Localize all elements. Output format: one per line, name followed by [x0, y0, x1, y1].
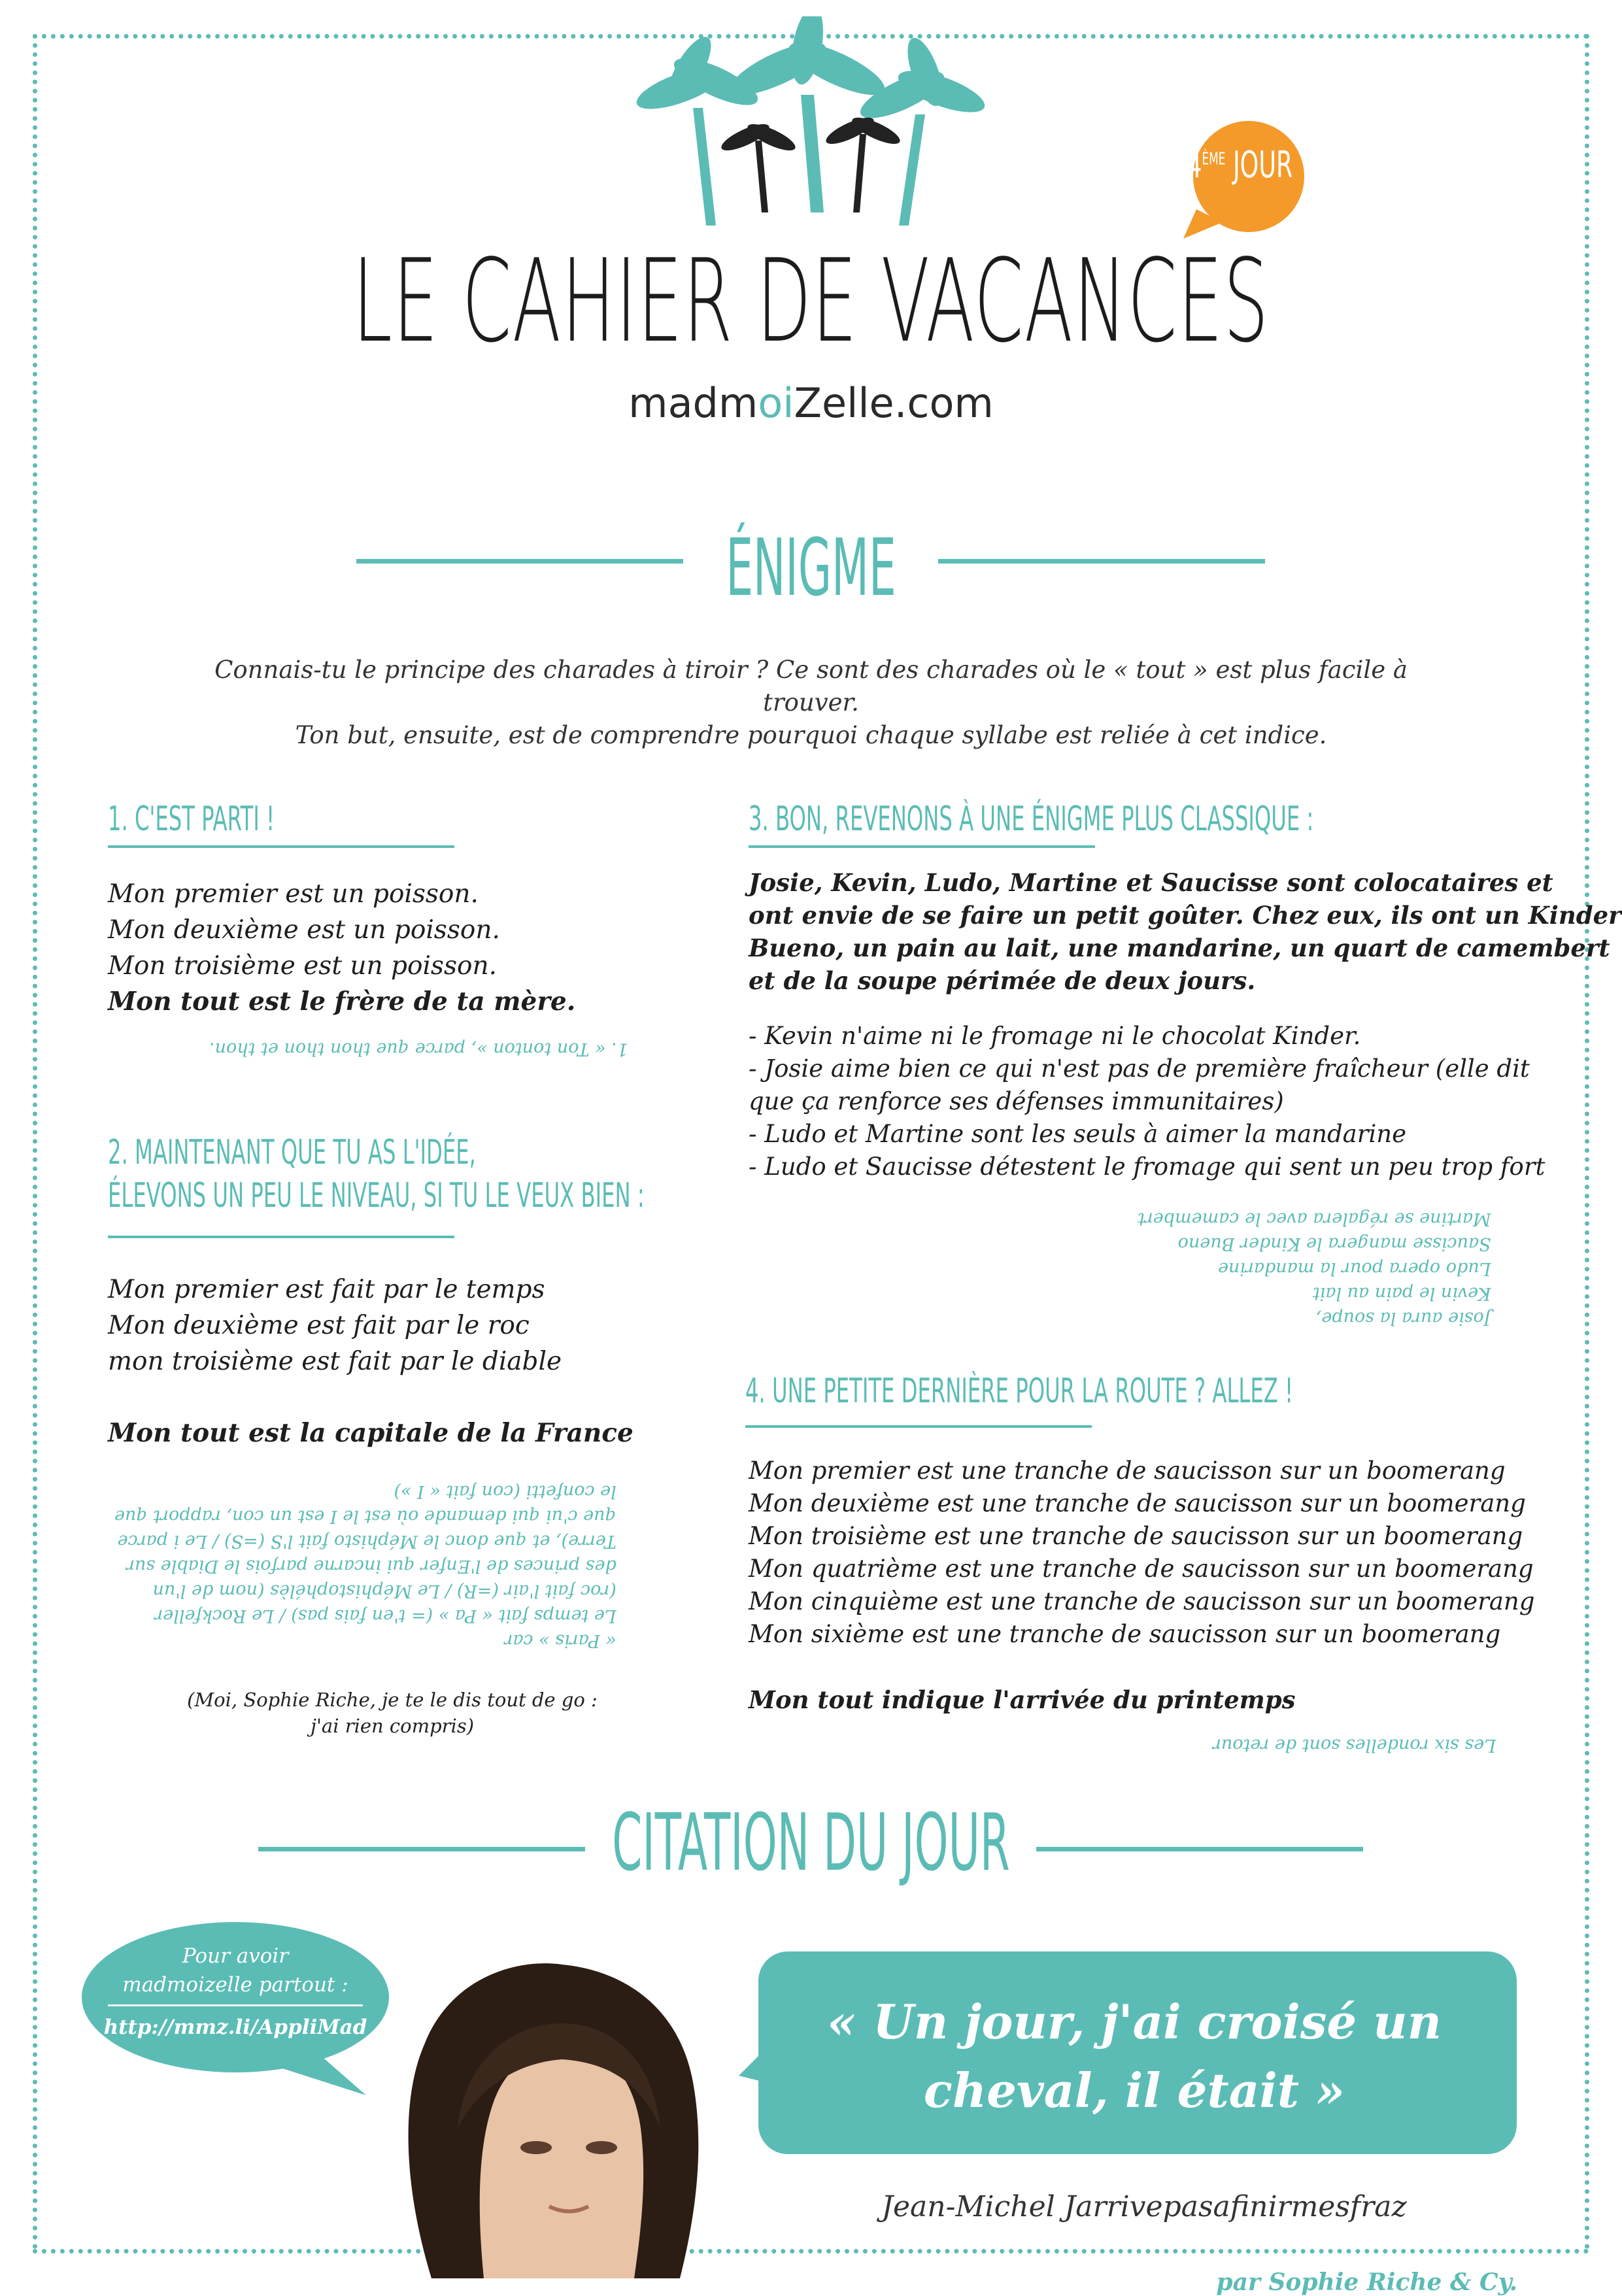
- q2-answer-line: le confetti (con fait « I »): [394, 1481, 617, 1502]
- frame-bottom-border: [33, 2249, 1589, 2254]
- q2-underline: [108, 1236, 454, 1238]
- q1-answer-upside-down: [209, 1036, 628, 1061]
- q4-answer: Les six rondelles sont de retour: [1213, 1735, 1496, 1755]
- q3-clue: - Ludo et Martine sont les seuls à aimer la mandarine: [749, 1120, 1406, 1148]
- app-promo-divider: [108, 2004, 363, 2006]
- q4-line: Mon cinquième est une tranche de saucisson sur un boomerang: [749, 1587, 1535, 1615]
- q2-answer-line: Terre), et que donc le Méphisto fait l'S (=S) / Le i parce: [117, 1531, 617, 1551]
- q4-line: Mon quatrième est une tranche de saucisson sur un boomerang: [749, 1555, 1534, 1583]
- q3-clue: que ça renforce ses défenses immunitaires): [749, 1087, 1284, 1115]
- app-promo-line-2: madmoizelle partout :: [122, 1973, 348, 1997]
- q4-riddle: [749, 1455, 1534, 1716]
- quote-line-1: « Un jour, j'ai croisé un: [827, 1994, 1442, 2050]
- q1-underline: [108, 845, 454, 848]
- q3-answer-upside-down: [1138, 1206, 1491, 1330]
- q1-heading: 1. C'EST PARTI !: [108, 800, 275, 839]
- intro-line-2: Ton but, ensuite, est de comprendre pourquoi chaque syllabe est reliée à cet indice.: [295, 721, 1327, 749]
- quote-line-2: cheval, il était »: [923, 2063, 1345, 2118]
- intro-line-1: Connais-tu le principe des charades à tiroir ? Ce sont des charades où le « tout » est plus facile à trouver.: [214, 656, 1408, 717]
- q1-answer: 1. « Ton tonton », parce que thon thon et thon.: [209, 1039, 628, 1059]
- q2-final: Mon tout est la capitale de la France: [108, 1418, 634, 1448]
- q2-line: mon troisième est fait par le diable: [108, 1347, 562, 1376]
- q2-answer-line: (roc fait l'air (=R) / Le Méphistophélès (nom de l'un: [152, 1581, 617, 1601]
- q2-line: Mon deuxième est fait par le roc: [108, 1311, 530, 1340]
- q4-line: Mon deuxième est une tranche de saucisson sur un boomerang: [749, 1489, 1526, 1517]
- q3-clue: - Ludo et Saucisse détestent le fromage qui sent un peu trop fort: [749, 1153, 1546, 1181]
- q3-answer-line: Ludo opera pour la mandarine: [1217, 1258, 1491, 1279]
- app-promo: [88, 1942, 382, 2042]
- q4-underline: [745, 1425, 1092, 1428]
- day-label: 4ÈME JOUR: [1187, 144, 1293, 186]
- q3-clues: [749, 1020, 1545, 1183]
- q4-heading: 4. UNE PETITE DERNIÈRE POUR LA ROUTE ? ALLEZ !: [745, 1372, 1294, 1411]
- q3-intro-line: Bueno, un pain au lait, une mandarine, un quart de camembert: [749, 934, 1610, 962]
- frame-right-border: [1585, 34, 1589, 2250]
- q1-line: Mon premier est un poisson.: [108, 879, 479, 909]
- app-promo-line-1: Pour avoir: [182, 1944, 289, 1968]
- author-portrait: [353, 1932, 745, 2278]
- q1-final: Mon tout est le frère de ta mère.: [108, 987, 576, 1017]
- q3-underline: [749, 845, 1095, 848]
- q2-answer-upside-down: [114, 1479, 617, 1653]
- q3-clue: - Kevin n'aime ni le fromage ni le chocolat Kinder.: [749, 1022, 1361, 1050]
- q2-note-line-2: j'ai rien compris): [310, 1715, 475, 1737]
- frame-left-border: [33, 34, 37, 2250]
- q2-line: Mon premier est fait par le temps: [108, 1275, 545, 1304]
- q2-answer-line: « Paris » car: [504, 1630, 617, 1651]
- q2-heading-line-2: ÉLEVONS UN PEU LE NIVEAU, SI TU LE VEUX BIEN :: [108, 1176, 645, 1215]
- q4-line: Mon sixième est une tranche de saucisson sur un boomerang: [749, 1620, 1501, 1648]
- palm-trees-illustration: [628, 16, 994, 232]
- quote-text: [765, 1987, 1504, 2125]
- q2-riddle: [108, 1272, 634, 1451]
- quote-author: Jean-Michel Jarrivepasafinirmesfraz: [881, 2190, 1407, 2223]
- enigme-heading: ÉNIGME: [726, 523, 896, 614]
- q1-riddle: [108, 876, 575, 1020]
- q3-intro: [749, 866, 1621, 997]
- q2-note-line-1: (Moi, Sophie Riche, je te le dis tout de go :: [187, 1689, 598, 1711]
- q3-intro-line: et de la soupe périmée de deux jours.: [749, 966, 1256, 995]
- q2-note: [157, 1687, 628, 1739]
- q3-answer-line: Martine se régalera avec le camembert: [1138, 1209, 1491, 1229]
- q4-answer-upside-down: [1213, 1732, 1496, 1757]
- app-link[interactable]: http://mmz.li/AppliMad: [103, 2016, 367, 2039]
- q1-line: Mon troisième est un poisson.: [108, 951, 497, 981]
- page-title: LE CAHIER DE VACANCES: [352, 235, 1270, 368]
- citation-heading: CITATION DU JOUR: [612, 1798, 1010, 1889]
- q3-answer-line: Saucisse mangera le Kinder Bueno: [1177, 1234, 1491, 1254]
- site-logo: madmoiZelle.com: [628, 379, 994, 427]
- credit: par Sophie Riche & Cy.: [1203, 2269, 1530, 2296]
- q4-final: Mon tout indique l'arrivée du printemps: [749, 1685, 1296, 1714]
- q3-answer-line: Kevin le pain au lait: [1312, 1283, 1491, 1304]
- q2-answer-line: que c'ui qui demande où est le I est un con, rapport que: [114, 1506, 617, 1527]
- q2-heading-line-1: 2. MAINTENANT QUE TU AS L'IDÉE,: [108, 1133, 476, 1172]
- q3-intro-line: ont envie de se faire un petit goûter. Chez eux, ils ont un Kinder: [749, 901, 1621, 930]
- q2-heading: [108, 1131, 645, 1217]
- q3-clue: - Josie aime bien ce qui n'est pas de première fraîcheur (elle dit: [749, 1055, 1530, 1083]
- q2-answer-line: Le temps fait « Pa » (= t'en fais pas) / Le Rockfeller: [154, 1606, 617, 1626]
- enigme-intro: [196, 654, 1426, 752]
- q4-line: Mon premier est une tranche de saucisson sur un boomerang: [749, 1457, 1506, 1485]
- q3-answer-line: Josie aura la soupe,: [1315, 1308, 1491, 1328]
- q2-answer-line: des princes de l'Enfer qui incarne parfois le Diable sur: [126, 1556, 617, 1576]
- q1-line: Mon deuxième est un poisson.: [108, 915, 500, 945]
- q3-heading: 3. BON, REVENONS À UNE ÉNIGME PLUS CLASSIQUE :: [749, 800, 1314, 839]
- q3-intro-line: Josie, Kevin, Ludo, Martine et Saucisse sont colocataires et: [749, 868, 1553, 897]
- q4-line: Mon troisième est une tranche de saucisson sur un boomerang: [749, 1522, 1523, 1550]
